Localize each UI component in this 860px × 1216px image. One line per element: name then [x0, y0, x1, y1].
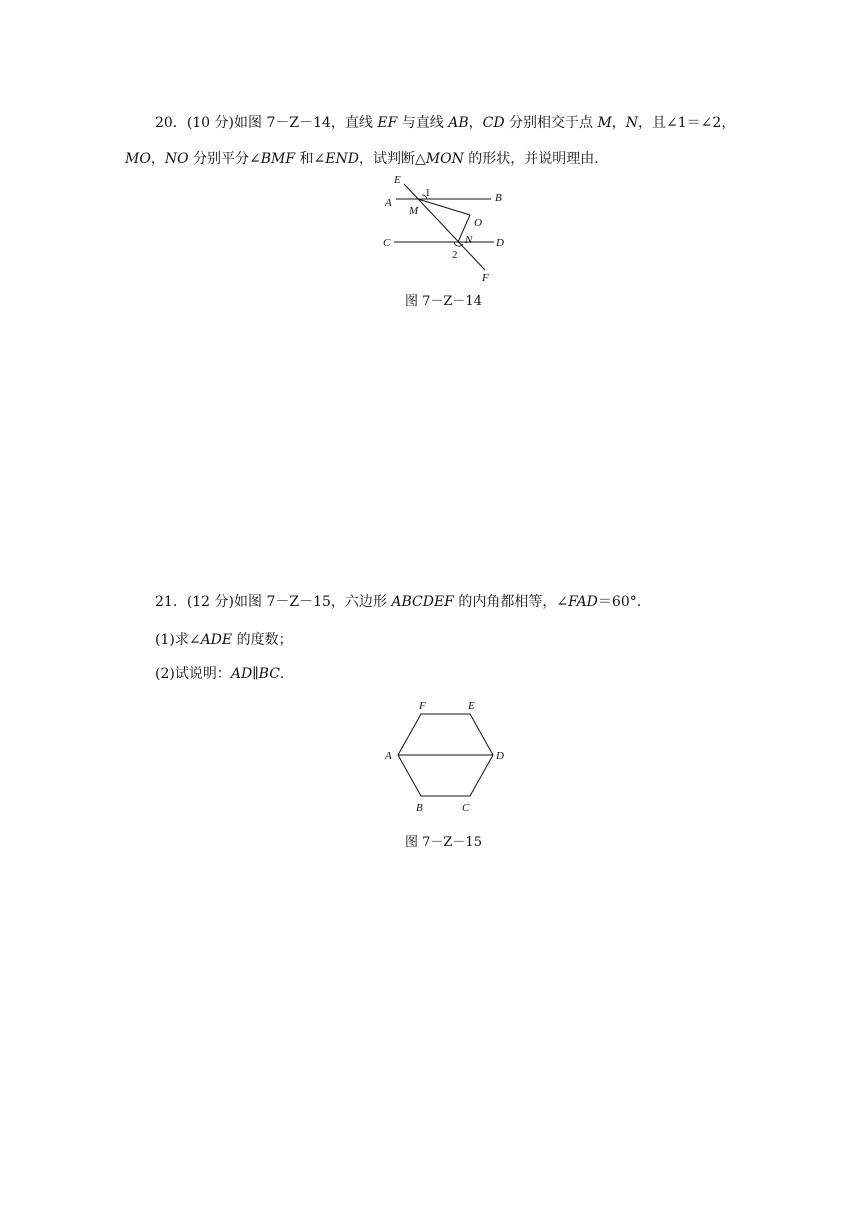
label-o: O	[474, 217, 482, 229]
q20-text: ，	[150, 151, 165, 167]
q21-text: (2)试说明：	[155, 666, 231, 682]
label-e: E	[468, 700, 475, 712]
label-angle-2: 2	[452, 249, 458, 261]
label-a: A	[385, 750, 392, 762]
label-b: B	[416, 802, 423, 814]
q20-var-end: END	[325, 151, 359, 167]
label-e: E	[394, 174, 401, 186]
label-f: F	[419, 700, 426, 712]
label-d: D	[496, 750, 504, 762]
q20-var-m: M	[597, 115, 612, 131]
q20-var-cd: CD	[482, 115, 505, 131]
figure-caption-15: 图 7－Z－15	[405, 835, 482, 850]
q21-text: 的度数；	[232, 632, 293, 648]
label-c: C	[383, 237, 391, 249]
q20-text: 的形状，并说明理由．	[463, 151, 609, 167]
label-angle-1: 1	[425, 187, 431, 199]
q20-text: 与直线	[397, 115, 449, 131]
q21-text: .	[279, 666, 285, 682]
label-b: B	[495, 192, 502, 204]
q20-text: 分别平分∠	[188, 151, 261, 167]
q21-text: (1)求∠	[155, 632, 201, 648]
q20-var-mo: MO	[125, 151, 151, 167]
q20-var-bmf: BMF	[260, 151, 296, 167]
label-n: N	[465, 234, 473, 246]
q21-text: 的内角都相等，∠	[453, 594, 569, 610]
q20-var-mon: MON	[425, 151, 464, 167]
q20-text: 和∠	[295, 151, 326, 167]
label-m: M	[409, 205, 419, 217]
q21-var-fad: FAD	[568, 594, 598, 610]
q21-var-ade: ADE	[200, 632, 233, 648]
q20-var-no: NO	[164, 151, 189, 167]
label-c: C	[462, 802, 470, 814]
q20-var-ef: EF	[377, 115, 398, 131]
parallel-symbol: ∥	[252, 666, 259, 682]
label-f: F	[482, 272, 489, 284]
q20-text: ，	[611, 115, 626, 131]
figure-caption-14: 图 7－Z－14	[405, 294, 482, 309]
q21-var-ad: AD	[230, 666, 253, 682]
q20-text: ，	[468, 115, 483, 131]
q20-text: 分别相交于点	[504, 115, 598, 131]
q21-var-bc: BC	[258, 666, 280, 682]
q20-var-ab: AB	[448, 115, 469, 131]
q20-text: 20．(10 分)如图 7－Z－14，直线	[155, 115, 378, 131]
q20-text: ，试判断△	[358, 151, 426, 167]
q21-text: ＝60°.	[597, 594, 642, 610]
q21-text: 21．(12 分)如图 7－Z－15，六边形	[155, 594, 392, 610]
label-a: A	[385, 197, 392, 209]
q21-var-abcdef: ABCDEF	[391, 594, 454, 610]
label-d: D	[496, 237, 504, 249]
q20-text: ，且∠1＝∠2，	[638, 115, 736, 131]
q20-var-n: N	[625, 115, 639, 131]
